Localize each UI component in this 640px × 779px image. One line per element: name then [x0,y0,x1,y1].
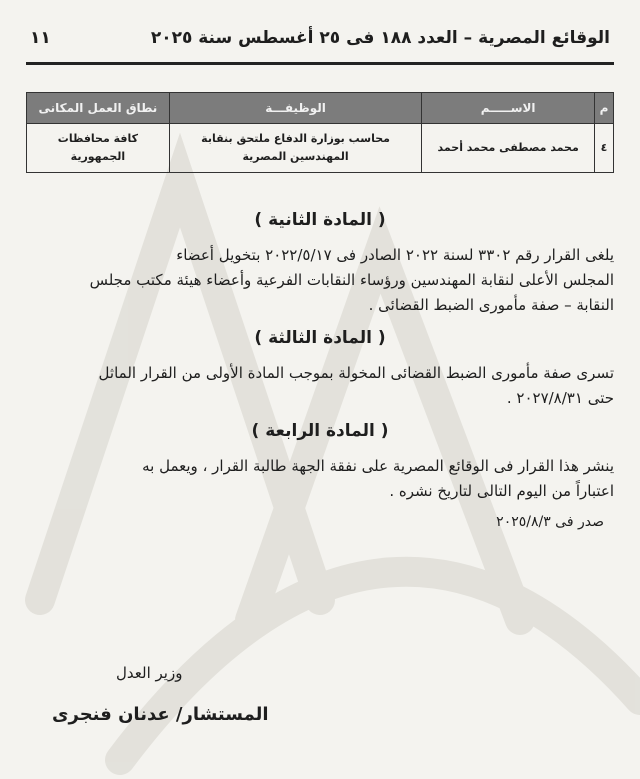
article-line: ينشر هذا القرار فى الوقائع المصرية على نفقة الجهة طالبة القرار ، ويعمل به [142,457,614,475]
decree-body [26,200,614,535]
article-heading: ( المادة الثالثة ) [254,328,386,348]
signatory-name: المستشار/ عدنان فنجرى [52,704,269,725]
col-header-area: نطاق العمل المكانى [27,93,170,124]
article-heading: ( المادة الرابعة ) [251,421,389,441]
table-header-row [27,93,614,124]
page-number: ١١ [30,28,51,48]
minister-title: وزير العدل [116,664,183,682]
appointees-table [26,92,614,173]
col-header-name: الاســـــم [422,93,595,124]
article-line: تسرى صفة مأمورى الضبط القضائى المخولة بموجب المادة الأولى من القرار الماثل [98,364,614,382]
header-divider [26,62,614,65]
article-line: النقابة – صفة مأمورى الضبط القضائى . [368,296,614,314]
article-heading: ( المادة الثانية ) [254,210,386,230]
col-header-number: م [595,93,614,124]
issue-date: صدر فى ٢٠٢٥/٨/٣ [496,514,604,530]
cell-name: محمد مصطفى محمد أحمد [422,124,595,173]
header-title: الوقائع المصرية – العدد ١٨٨ فى ٢٥ أغسطس سنة ٢٠٢٥ [150,28,610,48]
cell-area: كافة محافظات الجمهورية [27,124,170,173]
cell-number: ٤ [595,124,614,173]
table-row [27,124,614,173]
article-line: حتى ٢٠٢٧/٨/٣١ . [506,389,614,407]
article-line: المجلس الأعلى لنقابة المهندسين ورؤساء النقابات الفرعية وأعضاء هيئة مكتب مجلس [89,271,614,289]
cell-job: محاسب بوزارة الدفاع ملتحق بنقابة المهندسين المصرية [169,124,422,173]
article-line: يلغى القرار رقم ٣٣٠٢ لسنة ٢٠٢٢ الصادر فى ٢٠٢٢/٥/١٧ بتخويل أعضاء [176,246,614,264]
col-header-job: الوظيفـــة [169,93,422,124]
article-line: اعتباراً من اليوم التالى لتاريخ نشره . [389,482,614,500]
gazette-header [30,28,610,48]
